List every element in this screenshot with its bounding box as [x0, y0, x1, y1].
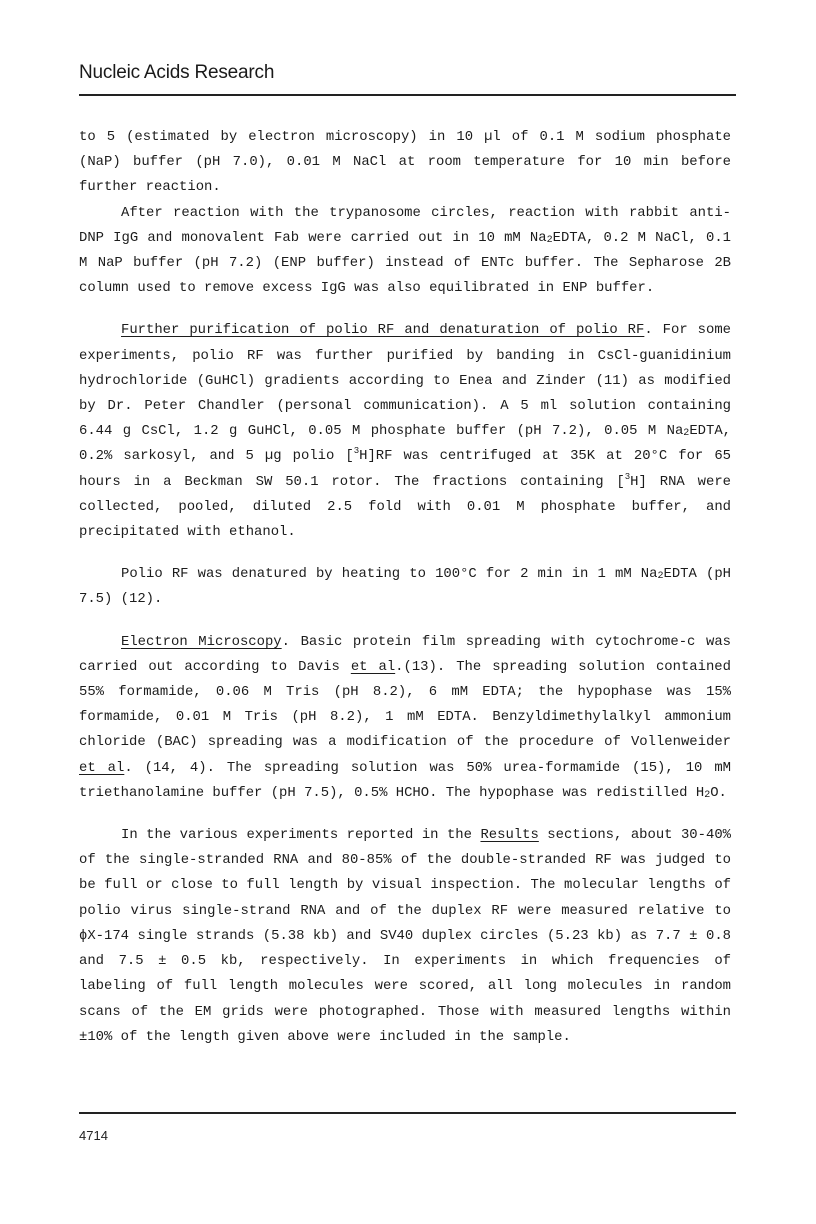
subscript: 2 [657, 571, 664, 583]
paragraph-text: . For some experiments, polio RF was further purified by banding in CsCl-guanidinium hydrochloride (GuHCl) gradients according to Enea and Zinder (11) as modified by Dr. Peter Chandler (personal communication). A 5 ml solution containing 6.44 g CsCl, 1.2 g GuHCl, 0.05 M phosphate buffer (pH 7.2), 0.05 M Na [79, 322, 732, 440]
paragraph-text: EDTA (pH 7.5) (12). [79, 566, 731, 608]
paragraph-lengths [79, 823, 731, 1050]
paragraph-text: H]RF was centrifuged at 35K at 20°C for 65 hours in a Beckman SW 50.1 rotor. The fractions containing [ [79, 448, 731, 490]
et-al-citation: et al [79, 759, 125, 776]
paragraph-text: to 5 (estimated by electron microscopy) in 10 µl of 0.1 M sodium phosphate (NaP) buffer (pH 7.0), 0.01 M NaCl at room temperature for 10 min before further reaction. [79, 129, 731, 196]
paragraph-text: In the various experiments reported in the [121, 827, 481, 844]
paragraph-polio-purification [79, 318, 731, 545]
superscript: 3 [624, 471, 631, 482]
footer-rule [79, 1112, 736, 1114]
page-number: 4714 [79, 1128, 108, 1143]
paragraph-text: Polio RF was denatured by heating to 100°C for 2 min in 1 mM Na [121, 566, 658, 583]
paragraph-text: H] RNA were collected, pooled, diluted 2.5 fold with 0.01 M phosphate buffer, and precipitated with ethanol. [79, 473, 731, 541]
paragraph-fab-reaction [79, 201, 731, 302]
section-heading: Further purification of polio RF and denaturation of polio RF [121, 322, 645, 339]
paragraph-text: EDTA, 0.2 M NaCl, 0.1 M NaP buffer (pH 7.2) (ENP buffer) instead of ENTc buffer. The Sepharose 2B column used to remove excess IgG was also equilibrated in ENP buffer. [79, 229, 731, 297]
paragraph-text: O. [710, 784, 727, 801]
paragraph-text: . (14, 4). The spreading solution was 50% urea-formamide (15), 10 mM triethanolamine buffer (pH 7.5), 0.5% HCHO. The hypophase was redistilled H [79, 759, 731, 801]
subscript: 2 [704, 789, 711, 801]
section-heading: Electron Microscopy [121, 633, 282, 650]
et-al-citation: et al [350, 658, 396, 675]
paragraph-text: . Basic protein film spreading with cytochrome-c was carried out according to Davis [79, 633, 731, 675]
paragraph-text: .(13). The spreading solution contained 55% formamide, 0.06 M Tris (pH 8.2), 6 mM EDTA; the hypophase was 15% formamide, 0.01 M Tris (pH 8.2), 1 mM EDTA. Benzyldimethylalkyl ammonium chloride (BAC) spreading was a modification of the procedure of Vollenweider [79, 658, 731, 751]
article-body [79, 125, 731, 1050]
paragraph-denaturation [79, 562, 731, 612]
subscript: 2 [683, 428, 690, 440]
header-rule [79, 94, 736, 96]
paragraph-continuation [79, 125, 731, 201]
paragraph-text: EDTA, 0.2% sarkosyl, and 5 µg polio [ [79, 423, 731, 465]
paragraph-text: After reaction with the trypanosome circles, reaction with rabbit anti-DNP IgG and monovalent Fab were carried out in 10 mM Na [79, 204, 731, 246]
paragraph-text: sections, about 30-40% of the single-stranded RNA and 80-85% of the double-stranded RF was judged to be full or close to full length by visual inspection. The molecular lengths of polio virus single-strand RNA and of the duplex RF were measured relative to ϕX-174 single strands (5.38 kb) and SV40 duplex circles (5.23 kb) as 7.7 ± 0.8 and 7.5 ± 0.5 kb, respectively. In experiments in which frequencies of labeling of full length molecules were scored, all long molecules in random scans of the EM grids were photographed. Those with measured lengths within ±10% of the length given above were included in the sample. [79, 827, 731, 1045]
subscript: 2 [546, 234, 553, 246]
superscript: 3 [353, 446, 360, 457]
results-reference: Results [480, 827, 539, 844]
journal-header: Nucleic Acids Research [79, 62, 275, 83]
paragraph-electron-microscopy [79, 630, 731, 806]
